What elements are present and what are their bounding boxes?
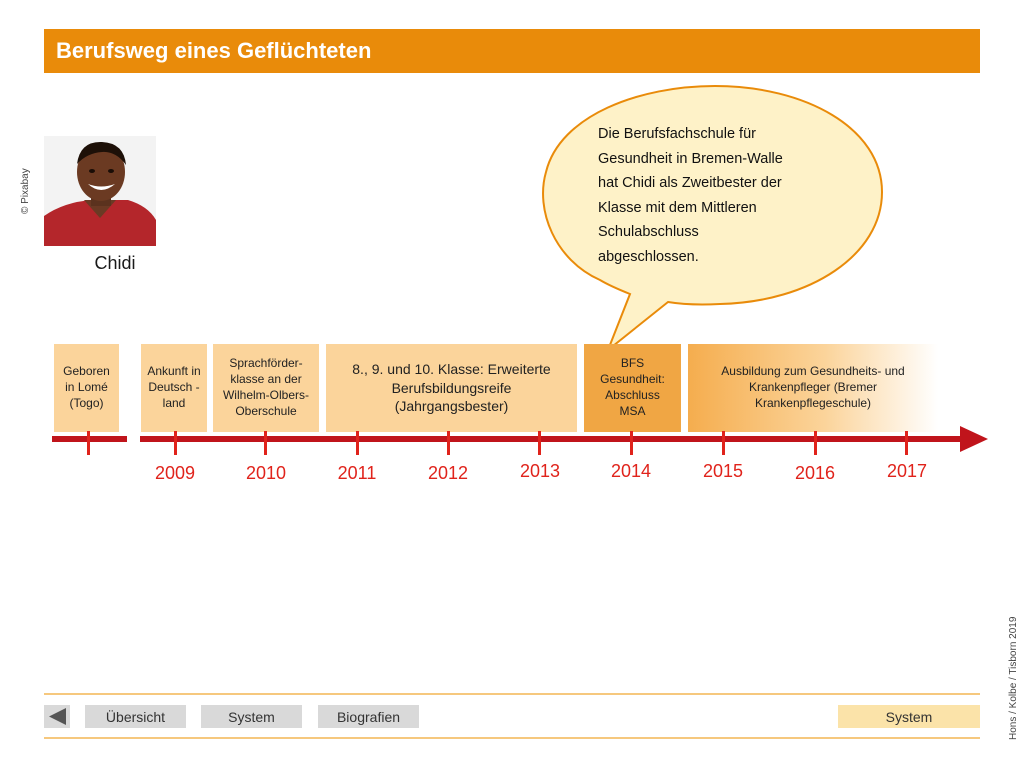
timeline-tick <box>538 431 541 455</box>
timeline-tick <box>630 431 633 455</box>
bubble-line: Klasse mit dem Mittleren <box>598 199 757 216</box>
year-label: 2016 <box>794 463 836 483</box>
person-name: Chidi <box>94 253 136 273</box>
nav-system-right-button[interactable]: System <box>838 705 980 728</box>
timeline-tick <box>905 431 908 455</box>
bubble-line: hat Chidi als Zweitbester der <box>598 175 782 192</box>
title-bar <box>44 29 980 73</box>
stage-box-arrival <box>141 344 207 432</box>
author-credit: Hons / Kolbe / Tisborn 2019 <box>1008 616 1019 740</box>
nav-system-button[interactable]: System <box>201 705 302 728</box>
stage-text: BFS Gesundheit: Abschluss MSA <box>600 356 665 418</box>
page-title: Berufsweg eines Geflüchteten <box>56 38 372 63</box>
timeline-arrow <box>44 424 994 458</box>
timeline-tick <box>722 431 725 455</box>
person-photo <box>44 136 156 246</box>
year-label: 2014 <box>610 461 652 481</box>
bubble-line: Schulabschluss <box>598 224 699 241</box>
stage-box-born <box>54 344 119 432</box>
timeline-tick <box>356 431 359 455</box>
timeline-tick <box>264 431 267 455</box>
photo-credit: © Pixabay <box>20 168 31 214</box>
stage-box-language-class <box>213 344 319 432</box>
stage-box-training <box>688 344 938 432</box>
year-label: 2017 <box>886 461 928 481</box>
stage-box-bfs <box>584 344 681 432</box>
triangle-left-icon <box>44 705 70 728</box>
bubble-line: Gesundheit in Bremen-Walle <box>598 150 783 167</box>
stage-text: Geboren in Lomé (Togo) <box>63 364 110 410</box>
stage-text: Ankunft in Deutsch -land <box>147 364 201 410</box>
timeline-tick <box>174 431 177 455</box>
nav-overview-button[interactable]: Übersicht <box>85 705 186 728</box>
nav-biographies-button[interactable]: Biografien <box>318 705 419 728</box>
timeline-tick <box>814 431 817 455</box>
timeline-tick <box>87 431 90 455</box>
year-label: 2009 <box>154 463 196 483</box>
stage-text: 8., 9. und 10. Klasse: Erweiterte Berufsbildungsreife (Jahrgangsbester) <box>352 361 551 415</box>
year-label: 2013 <box>519 461 561 481</box>
timeline-tick <box>447 431 450 455</box>
year-label: 2015 <box>702 461 744 481</box>
speech-bubble-text <box>598 122 838 270</box>
bubble-line: Die Berufsfachschule für <box>598 126 756 142</box>
nav-divider-bottom <box>44 737 980 739</box>
stage-box-school <box>326 344 577 432</box>
stage-text: Sprachförder-klasse an der Wilhelm-Olbers-Oberschule <box>222 356 309 418</box>
year-label: 2011 <box>337 463 377 483</box>
nav-divider-top <box>44 693 980 695</box>
bubble-line: abgeschlossen. <box>598 248 699 265</box>
back-button[interactable] <box>44 705 70 728</box>
stage-text: Ausbildung zum Gesundheits- und Krankenpfleger (Bremer Krankenpflegeschule) <box>721 364 905 410</box>
year-label: 2010 <box>245 463 287 483</box>
year-label: 2012 <box>427 463 469 483</box>
